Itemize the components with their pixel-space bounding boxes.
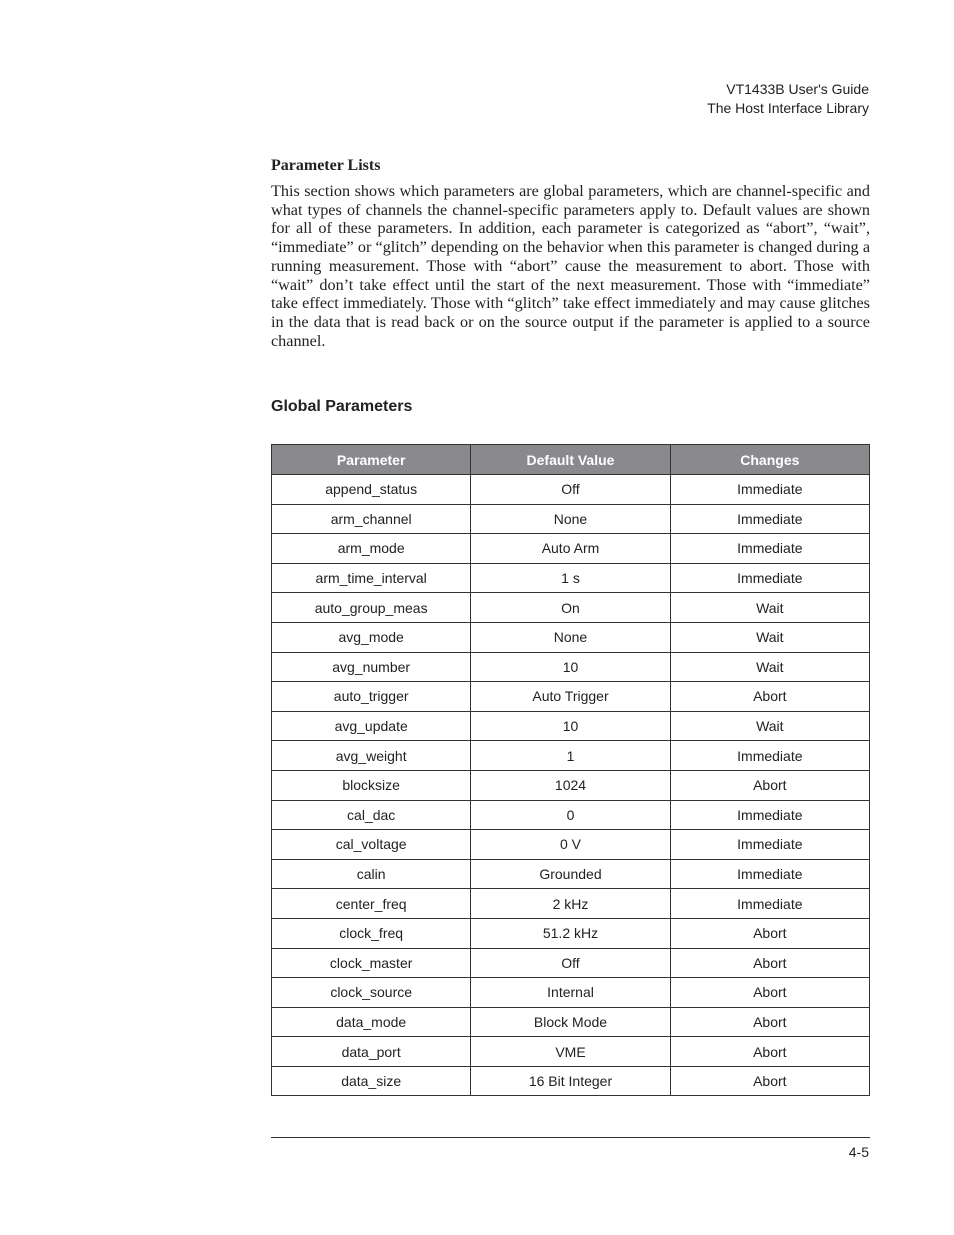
- table-row: [272, 534, 870, 564]
- default-value-cell: 1024: [471, 770, 670, 800]
- parameter-cell: clock_source: [272, 978, 471, 1008]
- changes-cell: Immediate: [670, 534, 869, 564]
- table-body: [272, 475, 870, 1096]
- table-row: [272, 563, 870, 593]
- default-value-cell: None: [471, 622, 670, 652]
- global-parameters-table: [271, 444, 870, 1096]
- changes-cell: Immediate: [670, 475, 869, 505]
- default-value-cell: 0: [471, 800, 670, 830]
- changes-cell: Abort: [670, 918, 869, 948]
- parameter-cell: auto_group_meas: [272, 593, 471, 623]
- parameter-cell: data_port: [272, 1037, 471, 1067]
- table-row: [272, 504, 870, 534]
- column-header-default-value: Default Value: [471, 445, 670, 475]
- parameter-cell: auto_trigger: [272, 682, 471, 712]
- parameter-cell: avg_weight: [272, 741, 471, 771]
- changes-cell: Immediate: [670, 859, 869, 889]
- parameter-cell: calin: [272, 859, 471, 889]
- table-row: [272, 800, 870, 830]
- column-header-changes: Changes: [670, 445, 869, 475]
- default-value-cell: Off: [471, 475, 670, 505]
- default-value-cell: 10: [471, 711, 670, 741]
- parameter-cell: cal_dac: [272, 800, 471, 830]
- default-value-cell: Auto Arm: [471, 534, 670, 564]
- document-title: VT1433B User's Guide: [726, 81, 869, 97]
- table-row: [272, 1037, 870, 1067]
- parameter-cell: cal_voltage: [272, 830, 471, 860]
- changes-cell: Immediate: [670, 889, 869, 919]
- parameter-cell: avg_mode: [272, 622, 471, 652]
- section-heading: Parameter Lists: [271, 157, 381, 174]
- table-row: [272, 1066, 870, 1096]
- parameter-cell: append_status: [272, 475, 471, 505]
- table-row: [272, 682, 870, 712]
- parameter-cell: data_mode: [272, 1007, 471, 1037]
- changes-cell: Immediate: [670, 830, 869, 860]
- changes-cell: Wait: [670, 593, 869, 623]
- table-heading: Global Parameters: [271, 398, 413, 415]
- parameter-cell: center_freq: [272, 889, 471, 919]
- default-value-cell: 0 V: [471, 830, 670, 860]
- table-row: [272, 948, 870, 978]
- changes-cell: Abort: [670, 978, 869, 1008]
- default-value-cell: Off: [471, 948, 670, 978]
- default-value-cell: Auto Trigger: [471, 682, 670, 712]
- parameter-cell: avg_number: [272, 652, 471, 682]
- default-value-cell: 10: [471, 652, 670, 682]
- parameter-cell: avg_update: [272, 711, 471, 741]
- changes-cell: Immediate: [670, 563, 869, 593]
- changes-cell: Abort: [670, 682, 869, 712]
- default-value-cell: 16 Bit Integer: [471, 1066, 670, 1096]
- changes-cell: Immediate: [670, 504, 869, 534]
- default-value-cell: VME: [471, 1037, 670, 1067]
- changes-cell: Immediate: [670, 741, 869, 771]
- changes-cell: Abort: [670, 948, 869, 978]
- changes-cell: Wait: [670, 711, 869, 741]
- default-value-cell: 1 s: [471, 563, 670, 593]
- default-value-cell: Block Mode: [471, 1007, 670, 1037]
- parameter-cell: arm_channel: [272, 504, 471, 534]
- page-number: 4-5: [848, 1144, 869, 1160]
- column-header-parameter: Parameter: [272, 445, 471, 475]
- table-header-row: [272, 445, 870, 475]
- changes-cell: Immediate: [670, 800, 869, 830]
- changes-cell: Abort: [670, 1007, 869, 1037]
- default-value-cell: On: [471, 593, 670, 623]
- changes-cell: Abort: [670, 1066, 869, 1096]
- changes-cell: Abort: [670, 770, 869, 800]
- table-row: [272, 711, 870, 741]
- changes-cell: Wait: [670, 622, 869, 652]
- section-body-text: This section shows which parameters are global parameters, which are channel-specific and what types of channels the channel-specific parameters apply to. Default values are shown for all of these parameters. In addition, each parameter is categorized as “abort”, “wait”, “immediate” or “glitch” depending on the behavior when this parameter is changed during a running measurement. Those with “abort” cause the measurement to abort. Those with “wait” don’t take effect until the start of the next measurement. Those with “immediate” take effect immediately. Those with “glitch” take effect immediately and may cause glitches in the data that is read back or on the source output if the parameter is applied to a source channel.: [271, 182, 870, 350]
- table-row: [272, 1007, 870, 1037]
- table-row: [272, 652, 870, 682]
- table-row: [272, 889, 870, 919]
- parameter-cell: blocksize: [272, 770, 471, 800]
- parameter-cell: clock_master: [272, 948, 471, 978]
- footer-divider: [271, 1137, 870, 1138]
- default-value-cell: 51.2 kHz: [471, 918, 670, 948]
- default-value-cell: None: [471, 504, 670, 534]
- default-value-cell: 2 kHz: [471, 889, 670, 919]
- changes-cell: Wait: [670, 652, 869, 682]
- table-row: [272, 859, 870, 889]
- table-row: [272, 741, 870, 771]
- default-value-cell: 1: [471, 741, 670, 771]
- table-row: [272, 475, 870, 505]
- chapter-title: The Host Interface Library: [707, 100, 869, 116]
- table-row: [272, 593, 870, 623]
- parameter-cell: data_size: [272, 1066, 471, 1096]
- default-value-cell: Internal: [471, 978, 670, 1008]
- table-row: [272, 830, 870, 860]
- table-row: [272, 918, 870, 948]
- table-row: [272, 978, 870, 1008]
- page-header: [707, 80, 869, 118]
- default-value-cell: Grounded: [471, 859, 670, 889]
- parameter-cell: clock_freq: [272, 918, 471, 948]
- changes-cell: Abort: [670, 1037, 869, 1067]
- table-row: [272, 622, 870, 652]
- table-row: [272, 770, 870, 800]
- parameter-cell: arm_mode: [272, 534, 471, 564]
- parameter-cell: arm_time_interval: [272, 563, 471, 593]
